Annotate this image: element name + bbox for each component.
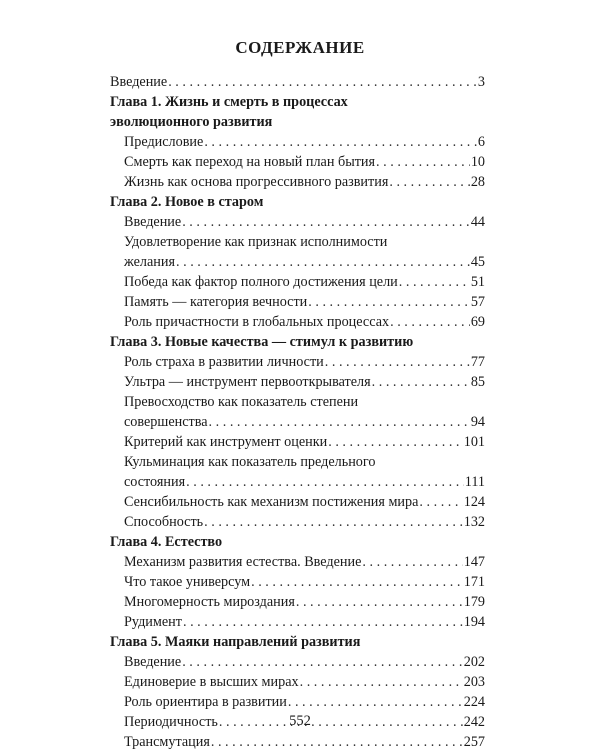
chapter-heading-2[interactable]: Глава 2. Новое в старом — [110, 194, 264, 210]
toc-entry-title: Роль причастности в глобальных процессах — [124, 314, 390, 330]
chapter-heading-3[interactable]: Глава 3. Новые качества — стимул к развитию — [110, 334, 414, 350]
toc-entry-line-2[interactable] — [110, 412, 485, 432]
toc-entry[interactable] — [110, 292, 485, 312]
dot-leader — [204, 132, 477, 152]
dot-leader — [204, 512, 463, 532]
toc-entry[interactable] — [110, 372, 485, 392]
toc-entry-intro[interactable] — [110, 72, 485, 92]
toc-entry-page: 111 — [464, 474, 485, 490]
toc-entry-title: Механизм развития естества. Введение — [124, 554, 362, 570]
toc-entry-title: Введение — [124, 214, 182, 230]
dot-leader — [176, 252, 470, 272]
toc-entry[interactable] — [110, 592, 485, 612]
toc-entry-page: 202 — [463, 654, 485, 670]
toc-entry-title: Удовлетворение как признак исполнимости — [124, 234, 388, 250]
toc-entry[interactable] — [110, 672, 485, 692]
dot-leader — [390, 312, 470, 332]
toc-entry-title: желания — [124, 254, 176, 270]
toc-entry-page: 132 — [463, 514, 485, 530]
toc-entry-page: 44 — [470, 214, 485, 230]
toc-entry-title: Роль ориентира в развитии — [124, 694, 287, 710]
toc-entry[interactable] — [110, 132, 485, 152]
toc-entry-title: состояния — [124, 474, 186, 490]
page-number: 552 — [289, 713, 311, 729]
toc-entry-page: 224 — [463, 694, 485, 710]
toc-entry-title: Ультра — инструмент первооткрывателя — [124, 374, 371, 390]
toc-entry-title: Введение — [110, 74, 168, 90]
dot-leader — [300, 672, 463, 692]
toc-entry[interactable] — [110, 512, 485, 532]
page-title: СОДЕРЖАНИЕ — [235, 38, 365, 57]
toc-entry-title: Превосходство как показатель степени — [124, 394, 359, 410]
toc-entry[interactable] — [110, 572, 485, 592]
toc-entry-line-1[interactable] — [110, 232, 485, 252]
toc-entry-line-2[interactable] — [110, 472, 485, 492]
toc-entry-page: 179 — [463, 594, 485, 610]
dot-leader — [399, 272, 470, 292]
toc-entry-title: Память — категория вечности — [124, 294, 308, 310]
dot-leader — [389, 172, 469, 192]
chapter-heading-4[interactable]: Глава 4. Естество — [110, 534, 223, 550]
toc-entry-title: Критерий как инструмент оценки — [124, 434, 328, 450]
toc-entry[interactable] — [110, 692, 485, 712]
dot-leader — [296, 592, 463, 612]
toc-entry-page: 85 — [470, 374, 485, 390]
toc-entry-title: Что такое универсум — [124, 574, 251, 590]
toc-entry-title: Рудимент — [124, 614, 182, 630]
toc-entry-page: 194 — [463, 614, 485, 630]
toc-entry[interactable] — [110, 272, 485, 292]
toc-entry-title: Роль страха в развитии личности — [124, 354, 324, 370]
toc-entry-page: 45 — [470, 254, 485, 270]
toc-entry-page: 6 — [477, 134, 485, 150]
dot-leader — [182, 652, 463, 672]
dot-leader — [186, 472, 464, 492]
dot-leader — [308, 292, 470, 312]
dot-leader — [168, 72, 477, 92]
toc-entry[interactable] — [110, 152, 485, 172]
toc-entry-page: 242 — [463, 714, 485, 730]
toc-entry-title: Введение — [124, 654, 182, 670]
toc-entry[interactable] — [110, 432, 485, 452]
toc-entry-page: 147 — [463, 554, 485, 570]
dot-leader — [372, 372, 470, 392]
toc-entry-page: 101 — [463, 434, 485, 450]
dot-leader — [362, 552, 462, 572]
toc-entry-title: Способность — [124, 514, 204, 530]
dot-leader — [325, 352, 470, 372]
chapter-heading-5[interactable]: Глава 5. Маяки направлений развития — [110, 634, 361, 650]
toc-entry-line-1[interactable] — [110, 452, 485, 472]
toc-entry-page: 10 — [470, 154, 485, 170]
toc-entry-page: 69 — [470, 314, 485, 330]
toc-entry-title: Единоверие в высших мирах — [124, 674, 299, 690]
dot-leader — [328, 432, 462, 452]
toc-entry[interactable] — [110, 352, 485, 372]
toc-entry-page: 3 — [477, 74, 485, 90]
toc-entry-title: совершенства — [124, 414, 208, 430]
toc-entry-page: 171 — [463, 574, 485, 590]
toc-entry[interactable] — [110, 312, 485, 332]
dot-leader — [419, 492, 462, 512]
dot-leader — [211, 732, 463, 752]
toc-entry-page: 124 — [463, 494, 485, 510]
toc-entry-title: Трансмутация — [124, 734, 210, 750]
toc-entry-title: Периодичность — [124, 714, 218, 730]
toc-entry[interactable] — [110, 492, 485, 512]
toc-entry[interactable] — [110, 552, 485, 572]
toc-entry-page: 51 — [470, 274, 485, 290]
toc-entry[interactable] — [110, 732, 485, 752]
chapter-heading-1-continued[interactable]: эволюционного развития — [110, 114, 273, 130]
dot-leader — [209, 412, 470, 432]
chapter-heading-1[interactable]: Глава 1. Жизнь и смерть в процессах — [110, 94, 348, 110]
toc-entry[interactable] — [110, 652, 485, 672]
toc-entry[interactable] — [110, 612, 485, 632]
toc-entry-line-2[interactable] — [110, 252, 485, 272]
toc-entry-title: Жизнь как основа прогрессивного развития — [124, 174, 389, 190]
dot-leader — [251, 572, 463, 592]
toc-entry-page: 77 — [470, 354, 485, 370]
toc-entry[interactable] — [110, 172, 485, 192]
dot-leader — [288, 692, 463, 712]
toc-entry-page: 203 — [463, 674, 485, 690]
toc-entry-page: 57 — [470, 294, 485, 310]
toc-entry[interactable] — [110, 212, 485, 232]
toc-entry-page: 28 — [470, 174, 485, 190]
toc-entry-line-1[interactable] — [110, 392, 485, 412]
dot-leader — [376, 152, 470, 172]
toc-entry-title: Смерть как переход на новый план бытия — [124, 154, 376, 170]
toc-entry-title: Предисловие — [124, 134, 204, 150]
table-of-contents — [110, 72, 485, 752]
toc-entry-page: 94 — [470, 414, 485, 430]
toc-entry-page: 257 — [463, 734, 485, 750]
toc-entry-title: Многомерность мироздания — [124, 594, 295, 610]
toc-entry-title: Победа как фактор полного достижения цели — [124, 274, 398, 290]
toc-entry-title: Сенсибильность как механизм постижения мира — [124, 494, 419, 510]
dot-leader — [182, 212, 470, 232]
dot-leader — [183, 612, 463, 632]
toc-entry-title: Кульминация как показатель предельного — [124, 454, 376, 470]
